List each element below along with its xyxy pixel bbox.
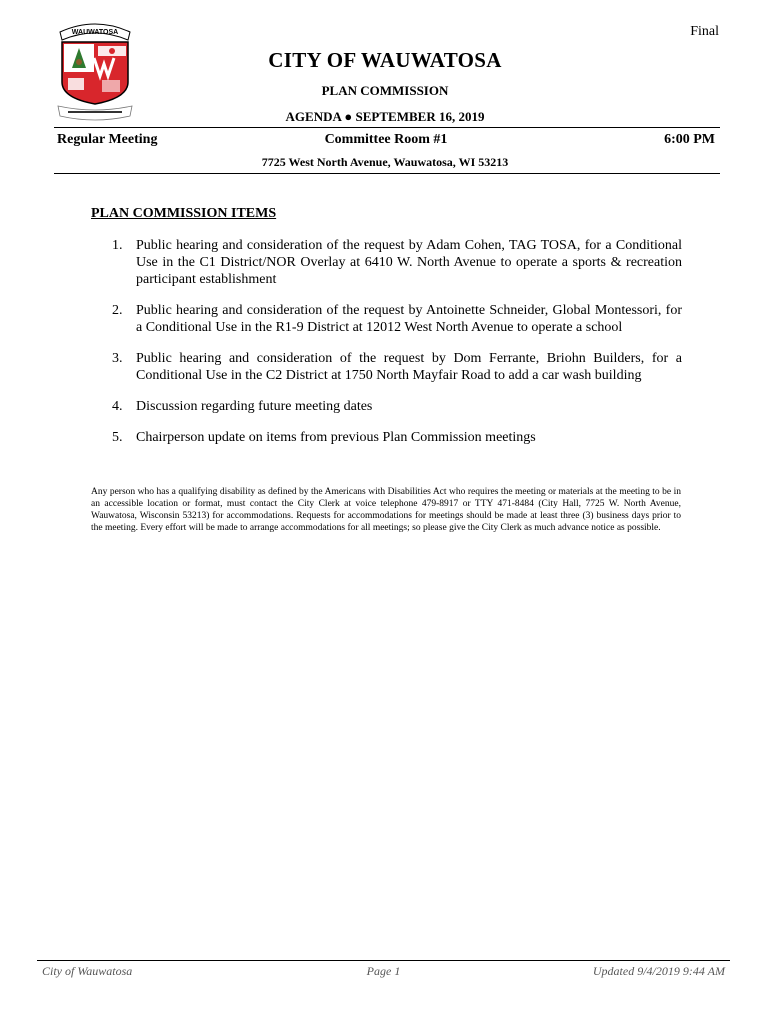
item-text: Public hearing and consideration of the request by Dom Ferrante, Briohn Builders, for a Conditional Use in the C2 District at 1750 North Mayfair Road to add a car wash building xyxy=(136,351,682,383)
agenda-title-block xyxy=(140,48,630,125)
item-text: Chairperson update on items from previous Plan Commission meetings xyxy=(136,430,536,445)
item-text: Public hearing and consideration of the request by Antoinette Schneider, Global Montessori, for a Conditional Use in the R1-9 District at 12012 West North Avenue to operate a school xyxy=(136,303,682,335)
item-number: 2. xyxy=(112,303,123,318)
item-text: Public hearing and consideration of the request by Adam Cohen, TAG TOSA, for a Conditional Use in the C1 District/NOR Overlay at 6410 W. North Avenue to operate a sports & recreation participant establishment xyxy=(136,238,682,287)
address-divider xyxy=(54,173,720,174)
item-number: 3. xyxy=(112,351,123,366)
agenda-items-list xyxy=(112,237,682,460)
agenda-item xyxy=(112,237,682,288)
item-number: 4. xyxy=(112,399,123,414)
section-heading: PLAN COMMISSION ITEMS xyxy=(91,206,277,221)
city-seal-logo xyxy=(54,18,136,124)
meeting-address: 7725 West North Avenue, Wauwatosa, WI 53213 xyxy=(261,155,509,169)
agenda-item xyxy=(112,350,682,384)
item-number: 1. xyxy=(112,238,123,253)
page-number: Page 1 xyxy=(366,964,401,978)
ada-notice: Any person who has a qualifying disability as defined by the Americans with Disabilities Act who requires the meeting or materials at the meeting to be in an accessible location or format, must contact the City Clerk at voice telephone 479-8917 or TTY 471-8484 (City Hall, 7725 W. North Avenue, Wauwatosa, Wisconsin 53213) for accommodations. Requests for accommodations for meetings should be made at least three (3) business days prior to the meeting. Every effort will be made to arrange accommodations for all meetings; so please give the City Clerk as much advance notice as possible. xyxy=(91,487,681,533)
agenda-item xyxy=(112,429,682,446)
city-title: CITY OF WAUWATOSA xyxy=(268,48,502,72)
footer-divider xyxy=(37,960,730,961)
meeting-type: Regular Meeting xyxy=(57,132,158,147)
agenda-item xyxy=(112,302,682,336)
footer-updated: Updated 9/4/2019 9:44 AM xyxy=(592,964,725,978)
header-divider xyxy=(54,127,720,128)
meeting-room: Committee Room #1 xyxy=(324,132,448,147)
footer-city: City of Wauwatosa xyxy=(42,964,133,978)
item-number: 5. xyxy=(112,430,123,445)
item-text: Discussion regarding future meeting dates xyxy=(136,399,373,414)
agenda-date: AGENDA ● SEPTEMBER 16, 2019 xyxy=(285,109,485,124)
document-status: Final xyxy=(690,24,719,39)
seal-banner-text: WAUWATOSA xyxy=(71,29,119,36)
agenda-item xyxy=(112,398,682,415)
meeting-time: 6:00 PM xyxy=(664,132,715,147)
commission-name: PLAN COMMISSION xyxy=(321,83,449,98)
